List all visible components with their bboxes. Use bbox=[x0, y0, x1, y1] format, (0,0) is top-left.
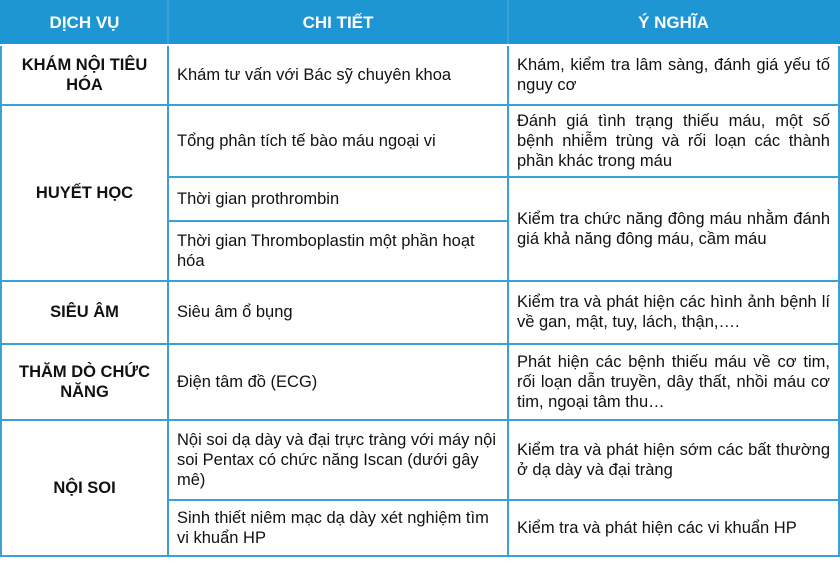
meaning-cell: Kiểm tra và phát hiện các hình ảnh bệnh lí về gan, mật, tuy, lách, thận,…. bbox=[508, 281, 839, 343]
detail-cell: Nội soi dạ dày và đại trực tràng với máy nội soi Pentax có chức năng Iscan (dưới gây mê) bbox=[168, 420, 508, 500]
detail-cell: Khám tư vấn với Bác sỹ chuyên khoa bbox=[168, 45, 508, 105]
table-row bbox=[1, 420, 839, 500]
header-meaning: Ý NGHĨA bbox=[508, 1, 839, 45]
meaning-cell: Kiểm tra chức năng đông máu nhằm đánh giá khả năng đông máu, cầm máu bbox=[508, 177, 839, 281]
meaning-cell: Kiểm tra và phát hiện các vi khuẩn HP bbox=[508, 500, 839, 556]
detail-cell: Thời gian Thromboplastin một phần hoạt hóa bbox=[168, 221, 508, 281]
service-cell: HUYẾT HỌC bbox=[1, 105, 168, 281]
detail-cell: Siêu âm ổ bụng bbox=[168, 281, 508, 343]
detail-cell: Sinh thiết niêm mạc dạ dày xét nghiệm tìm vi khuẩn HP bbox=[168, 500, 508, 556]
table-header-row bbox=[1, 1, 839, 45]
service-cell: NỘI SOI bbox=[1, 420, 168, 556]
table-row bbox=[1, 105, 839, 177]
meaning-cell: Đánh giá tình trạng thiếu máu, một số bệnh nhiễm trùng và rối loạn các thành phần khác trong máu bbox=[508, 105, 839, 177]
header-service: DỊCH VỤ bbox=[1, 1, 168, 45]
table-row bbox=[1, 344, 839, 420]
detail-cell: Tổng phân tích tế bào máu ngoại vi bbox=[168, 105, 508, 177]
meaning-cell: Khám, kiểm tra lâm sàng, đánh giá yếu tố nguy cơ bbox=[508, 45, 839, 105]
service-cell: KHÁM NỘI TIÊU HÓA bbox=[1, 45, 168, 105]
service-cell: SIÊU ÂM bbox=[1, 281, 168, 343]
detail-cell: Thời gian prothrombin bbox=[168, 177, 508, 221]
header-detail: CHI TIẾT bbox=[168, 1, 508, 45]
table-row bbox=[1, 45, 839, 105]
service-cell: THĂM DÒ CHỨC NĂNG bbox=[1, 344, 168, 420]
detail-cell: Điện tâm đồ (ECG) bbox=[168, 344, 508, 420]
table-row bbox=[1, 281, 839, 343]
meaning-cell: Phát hiện các bệnh thiếu máu về cơ tim, rối loạn dẫn truyền, dây thất, nhồi máu cơ tim, ngoại tâm thu… bbox=[508, 344, 839, 420]
meaning-cell: Kiểm tra và phát hiện sớm các bất thường ở dạ dày và đại tràng bbox=[508, 420, 839, 500]
